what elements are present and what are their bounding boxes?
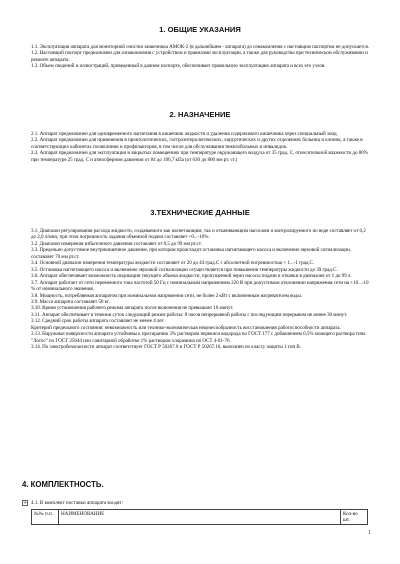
paragraph: 3.9. Масса аппарата составляет 50 кг. — [31, 298, 110, 305]
paragraph: 3.4. Основной диапазон измерения температуры жидкости составляет от 20 до 44 град.С с абсолютной погрешностью + 1...-1 град.С. — [31, 260, 315, 267]
paragraph: 3.11. Аппарат обеспечивает в течении суток следующий режим работы: 8 часов непрерывной работы с последующим перерывом не менее 30 минут. — [31, 311, 348, 318]
table-move-handle-icon[interactable]: + — [23, 500, 28, 506]
section-3-title: 3.ТЕХНИЧЕСКИЕ ДАННЫЕ — [150, 208, 250, 217]
section-1-body — [31, 44, 369, 70]
section-4-title: 4. КОМПЛЕКТНОСТЬ. — [22, 480, 104, 489]
paragraph: 1.2. Настоящий паспорт предназначен для ознакомления с устройством и правилами эксплуатации, а также для руководства при техническом обслуживании и ремонте аппарата. — [31, 50, 368, 63]
paragraph: 3.14. По электробезопасности аппарат соответствует ГОСТ Р 50267.0 и ГОСТ Р 50267.16, выполнен по классу защиты 1 тип В. — [31, 344, 302, 351]
table-caption: 4.1. В комплект поставки аппарата входят: — [31, 500, 124, 506]
kit-table — [31, 509, 368, 525]
paragraph: 3.6. Аппарат обеспечивает возможность индикации текущего объема жидкости, пропущенной через насосы подачи и откачки в диапазоне от 1 до 99 л. — [31, 273, 352, 280]
paragraph: 3.12. Средний срок работы аппарата составляет не менее 4 лет. — [31, 318, 165, 325]
paragraph: 3.10. Время установления рабочего режима аппарата после включения не превышает 10 минут. — [31, 305, 234, 312]
section-1-title: 1. ОБЩИЕ УКАЗАНИЯ — [159, 25, 241, 34]
column-header-quantity: Кол-во шт. — [341, 510, 368, 525]
table-header-row — [32, 510, 368, 525]
paragraph: 3.7. Аппарат работает от сети переменного тока частотой 50 Гц с номинальным напряжением 220 В при допустимом отклонении напряжения сети на +10...-10 % от номинального значения. — [31, 279, 369, 293]
paragraph: 2.3. Аппарат предназначен для эксплуатации в закрытых помещениях при температуре окружающего воздуха от 35 град. С, относительной влажности до 80% при температуре 25 град. С и атмосферном давлении от 84 до 106,7 кПа (от 630 до 800 мм рт. ст.) — [31, 150, 368, 163]
paragraph: 1.3. Объем сведений и иллюстраций, приведенный в данном паспорте, обеспечивает правильную эксплуатацию аппарата и всех его узлов. — [31, 63, 326, 70]
paragraph: 1.1. Эксплуатация аппарата для мониторной очистки кишечника АМОК-2 (в дальнейшем - аппарата) до ознакомления с настоящим паспортом не допускается. — [31, 44, 369, 50]
paragraph: 2.1. Аппарат предназначен для одновременного нагнетания в кишечник жидкости и удаления содержимого кишечника через специальный зонд. — [31, 131, 338, 137]
page-number: 1 — [368, 530, 371, 536]
paragraph: 3.2. Диапазон измерения избыточного давления составляет от 0,5 до 99 мм рт.ст. — [31, 240, 202, 247]
column-header-name: НАИМЕНОВАНИЕ — [59, 510, 341, 525]
paragraph: 3.8. Мощность, потребляемая аппаратом при номинальном напряжении сети, не более 2 кВт с включенным нагревателем воды. — [31, 292, 302, 299]
section-3-body — [31, 228, 369, 351]
section-2-title: 2. НАЗНАЧЕНИЕ — [169, 110, 231, 119]
paragraph: 3.5. Остановка нагнетающего насоса и включение звуковой сигнализации осуществляется при повышении температуры жидкости до 39 град.С. — [31, 266, 338, 273]
paragraph: 2.2. Аппарат предназначен для применения в проктологических, гастроэнтерологических, хирургических и других отделениях больниц и клиник, а также в соответствующих кабинетах поликлиник и профилактория, в том числе для обслуживания тяжелобольных и инвалидов. — [31, 137, 363, 150]
paragraph: 3.13. Наружные поверхности аппарата устойчивы к протиранию 3% раствором перекиси водорода по ГОСТ 177 с добавлением 0,5% моющего раствора типа "Лотос" по ГОСТ 25644 или санитарной обработке 1% раствором хлорамина по ОСТ 4-01-76. — [31, 331, 366, 344]
paragraph: Критерий предельного состояния: невозможность или технико-экономическая нецелесообразность восстановления работоспособности аппарата. — [31, 324, 341, 331]
section-2-body — [31, 131, 369, 163]
paragraph: 3.1. Диапазон регулирования расхода жидкости, создаваемого как нагнетающим, так и откачивающим насосами и контролируемого по воде составляет от 0,2 до 2,0 л/мин, при этом погрешность задания объемной подачи составляет +0...-10%. — [31, 228, 366, 241]
column-header-number: №№ п.п. — [32, 510, 59, 525]
paragraph: 3.3. Предельно допустимое внутрикишечное давление, при котором происходит остановка нагнетающего насоса и включение звуковой сигнализации, составляет 70 мм рт.ст. — [31, 247, 352, 260]
